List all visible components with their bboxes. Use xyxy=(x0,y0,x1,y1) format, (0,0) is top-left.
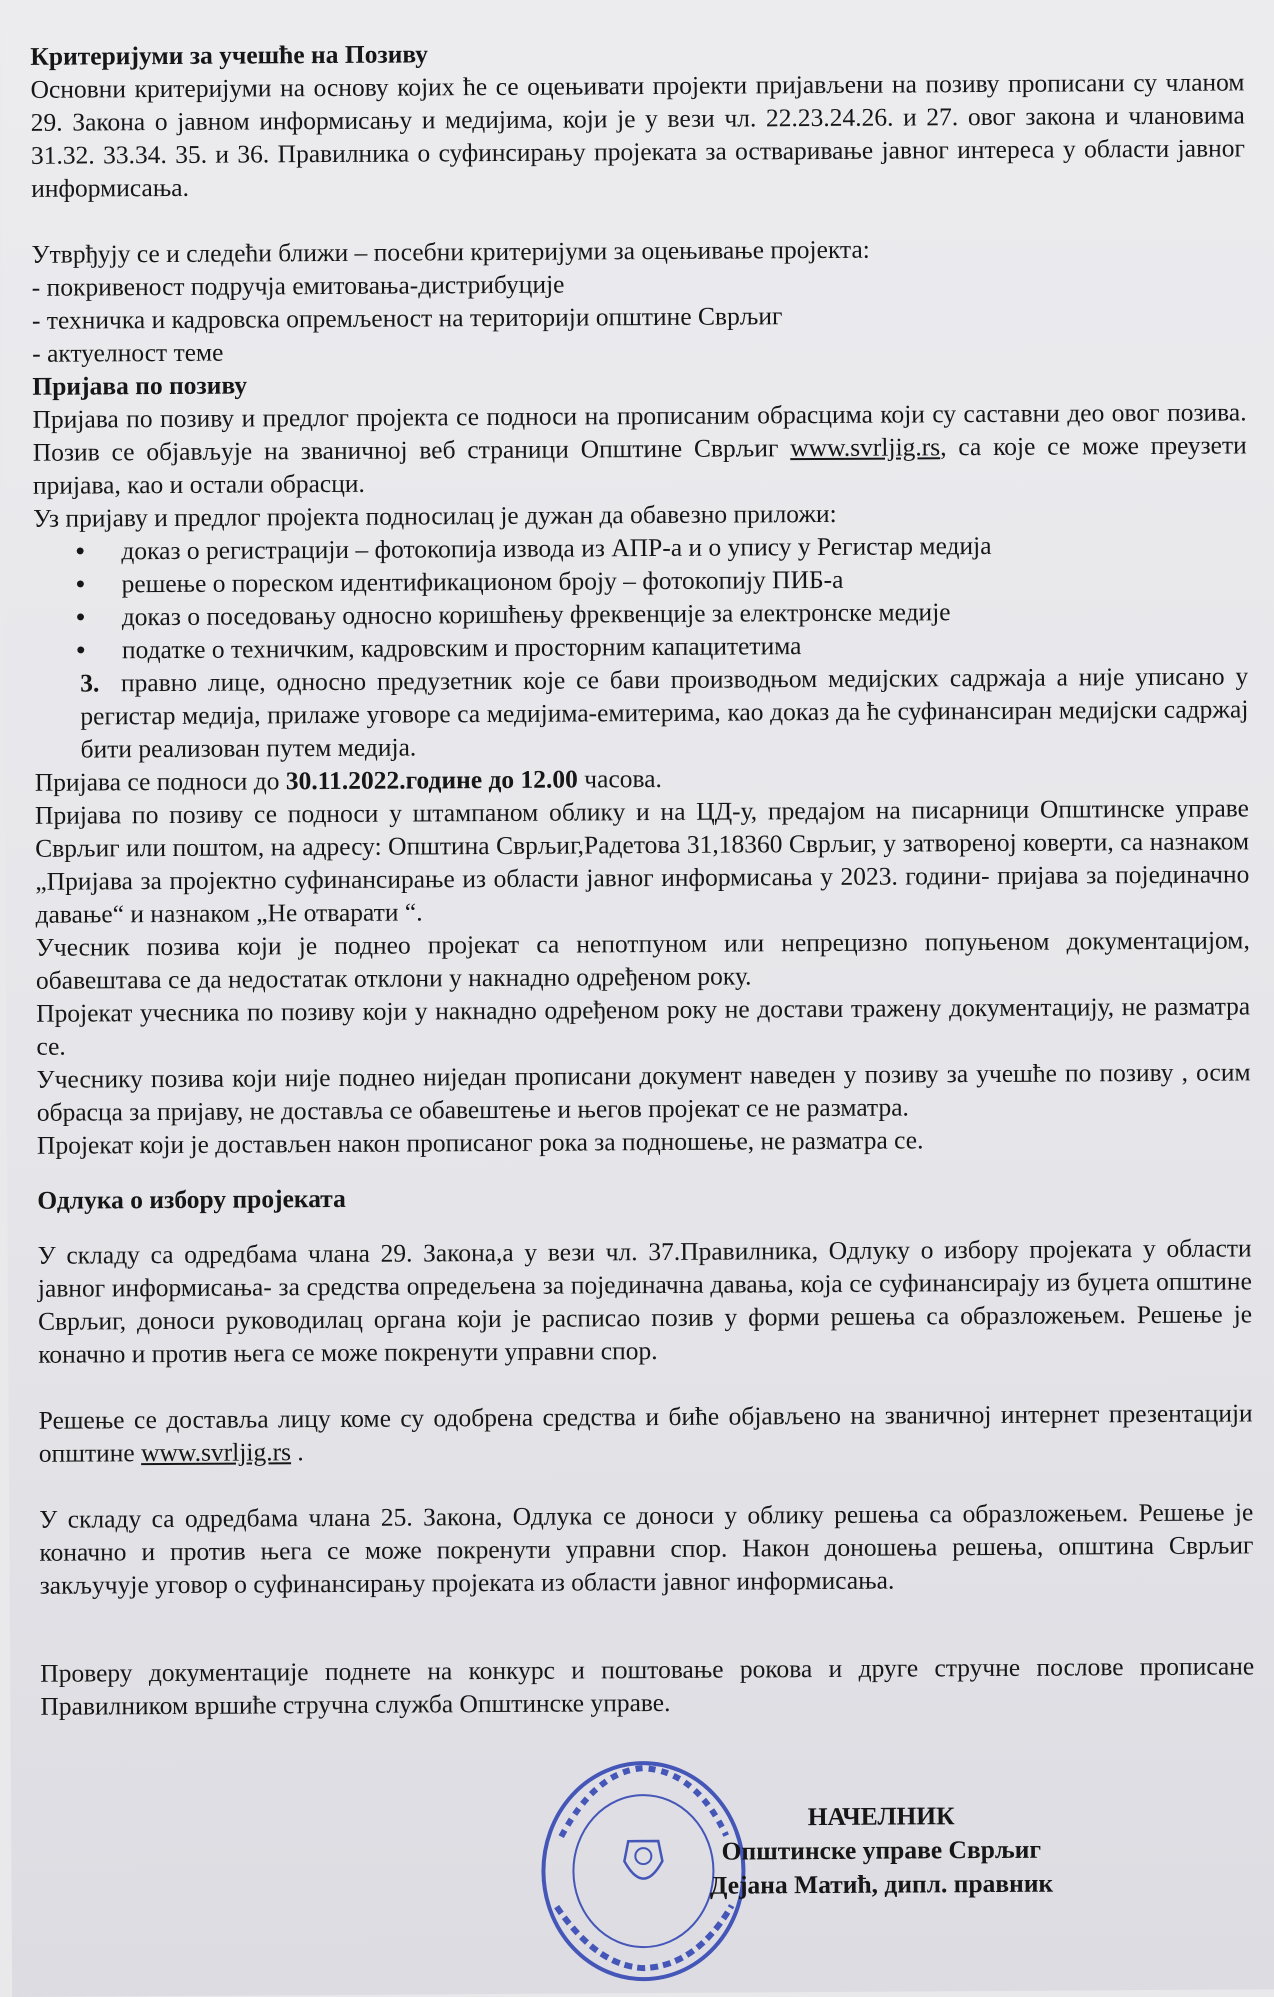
signature-name: Дејана Матић, дипл. правник xyxy=(709,1868,1054,1900)
paragraph-criteria: Основни критеријуми на основу којих ће се оцењивати пројекти пријављени на позиву прописани су чланом 29. Закона о јавном информисању и медијима, који је у вези чл. 22.23.24.26. и 27. овог закона и члановима 31.32. 33.34. 35. и 36. Правилника о суфинсирању пројеката за остваривање јавног интереса у области јавног информисања. xyxy=(30,67,1246,203)
paragraph-special-criteria: Утврђују се и следећи ближи – посебни критеријуми за оцењивање пројекта: xyxy=(31,234,870,269)
criteria-item: - покривеност подручја емитовања-дистрибуције xyxy=(31,269,565,302)
paragraph-application: Пријава по позиву и предлог пројекта се подноси на прописаним обрасцима који су саставни део овог позива. Позив се објављује на званичној веб страници Општине Сврљиг www.svrljig.rs, са које се може преузети пријава, као и остали обрасци. xyxy=(32,397,1247,500)
numbered-item-3: 3. правно лице, односно предузетник које се бави производњом медијских садржаја а није уписано у регистар медија, прилаже уговоре са медијима-емитерима, као доказ да ће суфинансиран медијски садржај бити реализован путем медија. xyxy=(80,661,1249,764)
paragraph-publication: Решење се доставља лицу коме су одобрена средства и биће објављено на званичној интернет презентацији општине www.svrljig.rs . xyxy=(38,1398,1253,1468)
heading-criteria: Критеријуми за учешће на Позиву xyxy=(30,39,429,71)
list-item: ● податке о техничким, кадровским и просторним капацитетима xyxy=(122,626,1248,666)
signature-office: Општинске управе Сврљиг xyxy=(721,1834,1042,1866)
attachments-list xyxy=(33,527,1248,666)
paragraph-not-considered: Пројекат учесника по позиву који у накнадно одређеном року не достави тражену документацију, не разматра се. xyxy=(36,991,1251,1061)
heading-decision: Одлука о избору пројеката xyxy=(37,1183,346,1215)
paragraph-late: Пројекат који је достављен након прописаног рока за подношење, не разматра се. xyxy=(36,1125,924,1160)
signature-title: НАЧЕЛНИК xyxy=(807,1801,955,1832)
heading-application: Пријава по позиву xyxy=(32,370,248,401)
paragraph-attachments: Уз пријаву и предлог пројекта подносилац је дужан да обавезно приложи: xyxy=(33,498,837,533)
paragraph-incomplete: Учесник позива који је поднео пројекат са непотпуном или непрецизно попуњеном документацијом, обавештава се да недостатак отклони у накнадно одређеном року. xyxy=(35,925,1250,995)
paragraph-no-documents: Учеснику позива који није поднео ниједан прописани документ наведен у позиву за учешће по позиву , осим обрасца за пријаву, не доставља се обавештење и његов пројекат се не разматра. xyxy=(36,1057,1251,1127)
criteria-item: - актуелност теме xyxy=(32,337,224,368)
paragraph-submission: Пријава по позиву се подноси у штампаном облику и на ЦД-у, предајом на писарници Општинске управе Сврљиг или поштом, на адресу: Општина Сврљиг,Радетова 31,18360 Сврљиг, у затвореној коверти, са назнаком „Пријава за пројектно суфинансирање из области јавног информисања у 2023. години- пријава за појединачно давање“ и назнаком „Не отварати “. xyxy=(34,793,1250,929)
paragraph-deadline: Пријава се подноси до 30.11.2022.године до 12.00 часова. xyxy=(34,763,662,797)
paragraph-decision: У складу са одредбама члана 29. Закона,а у вези чл. 37.Правилника, Одлуку о избору пројеката у области јавног информисања- за средства опредељена за појединачна давања, која се суфинансирају из буџета општине Сврљиг, доноси руководилац органа који је расписао позив у форми решења са образложењем. Решење је коначно и против њега се може покренути управни спор. xyxy=(37,1233,1253,1369)
website-link[interactable]: www.svrljig.rs xyxy=(790,432,941,463)
document-body xyxy=(30,32,1254,1722)
paragraph-contract: У складу са одредбама члана 25. Закона, Одлука се доноси у облику решења са образложењем. Решење је коначно и против њега се може покренути управни спор. Након доношења решења, општина Сврљиг закључује уговор о суфинансирању пројеката из области јавног информисања. xyxy=(39,1497,1254,1600)
list-item: ● доказ о поседовању односно коришћењу фреквенције за електронске медије xyxy=(122,593,1248,633)
signature-block xyxy=(631,1798,1132,1903)
criteria-item: - техничка и кадровска опремљеност на територији општине Сврљиг xyxy=(31,301,783,335)
website-link[interactable]: www.svrljig.rs xyxy=(140,1437,292,1468)
list-item: ● решење о пореском идентификационом броју – фотокопију ПИБ-а xyxy=(121,560,1247,600)
deadline-date: 30.11.2022.године до 12.00 xyxy=(285,764,578,796)
list-item: ● доказ о регистрацији – фотокопија извода из АПР-а и о упису у Регистар медија xyxy=(121,527,1247,567)
paragraph-verification: Проверу документације поднете на конкурс и поштовање рокова и друге стручне послове прописане Правилником вршиће стручна служба Општинске управе. xyxy=(40,1651,1255,1721)
